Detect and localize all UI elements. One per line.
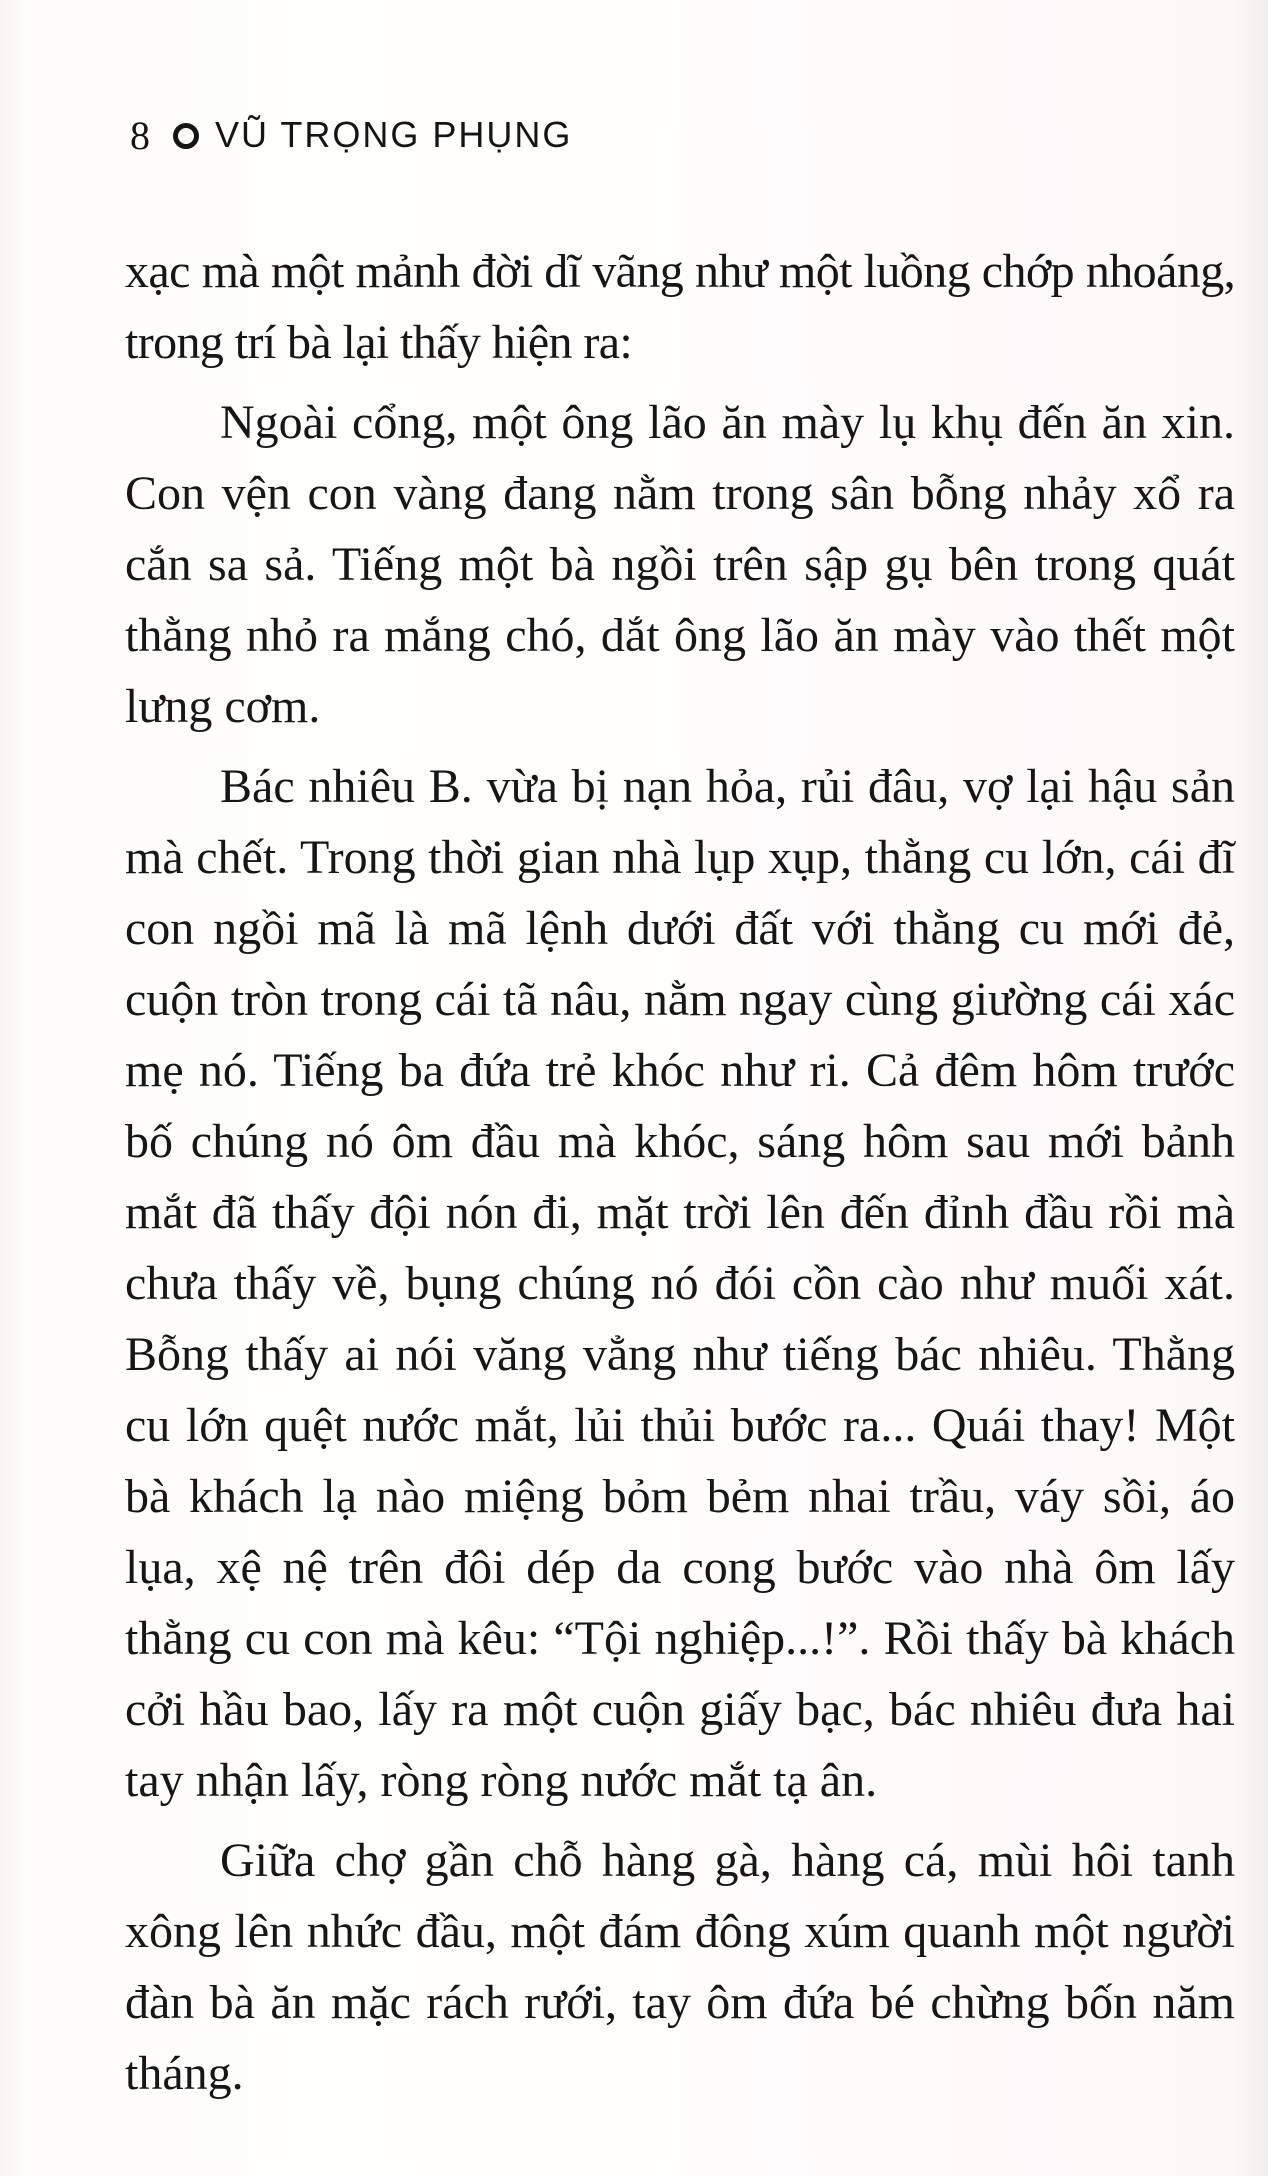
paragraph-beggar: Ngoài cổng, một ông lão ăn mày lụ khụ đến ăn xin. Con vện con vàng đang nằm trong sân bỗng nhảy xổ ra cắn sa sả. Tiếng một bà ngồi trên sập gụ bên trong quát thằng nhỏ ra mắng chó, dắt ông lão ăn mày vào thết một lưng cơm. — [125, 396, 1235, 733]
body-text — [125, 236, 1235, 2118]
circle-ornament-icon — [173, 123, 199, 149]
author-name: VŨ TRỌNG PHỤNG — [215, 114, 573, 155]
paragraph-continuation: xạc mà một mảnh đời dĩ vãng như một luồng chớp nhoáng, trong trí bà lại thấy hiện ra: — [125, 245, 1235, 369]
paragraph-market: Giữa chợ gần chỗ hàng gà, hàng cá, mùi hôi tanh xông lên nhức đầu, một đám đông xúm quanh một người đàn bà ăn mặc rách rưới, tay ôm đứa bé chừng bốn năm tháng. — [125, 1834, 1235, 2100]
running-header — [130, 110, 572, 160]
page-number: 8 — [130, 112, 151, 158]
paragraph-bac-nhieu: Bác nhiêu B. vừa bị nạn hỏa, rủi đâu, vợ lại hậu sản mà chết. Trong thời gian nhà lụp xụp, thằng cu lớn, cái đĩ con ngồi mã là mã lệnh dưới đất với thằng cu mới đẻ, cuộn tròn trong cái tã nâu, nằm ngay cùng giường cái xác mẹ nó. Tiếng ba đứa trẻ khóc như ri. Cả đêm hôm trước bố chúng nó ôm đầu mà khóc, sáng hôm sau mới bảnh mắt đã thấy đội nón đi, mặt trời lên đến đỉnh đầu rồi mà chưa thấy về, bụng chúng nó đói cồn cào như muối xát. Bỗng thấy ai nói văng vẳng như tiếng bác nhiêu. Thằng cu lớn quệt nước mắt, lủi thủi bước ra... Quái thay! Một bà khách lạ nào miệng bỏm bẻm nhai trầu, váy sồi, áo lụa, xệ nệ trên đôi dép da cong bước vào nhà ôm lấy thằng cu con mà kêu: “Tội nghiệp...!”. Rồi thấy bà khách cởi hầu bao, lấy ra một cuộn giấy bạc, bác nhiêu đưa hai tay nhận lấy, ròng ròng nước mắt tạ ân. — [125, 760, 1235, 1807]
